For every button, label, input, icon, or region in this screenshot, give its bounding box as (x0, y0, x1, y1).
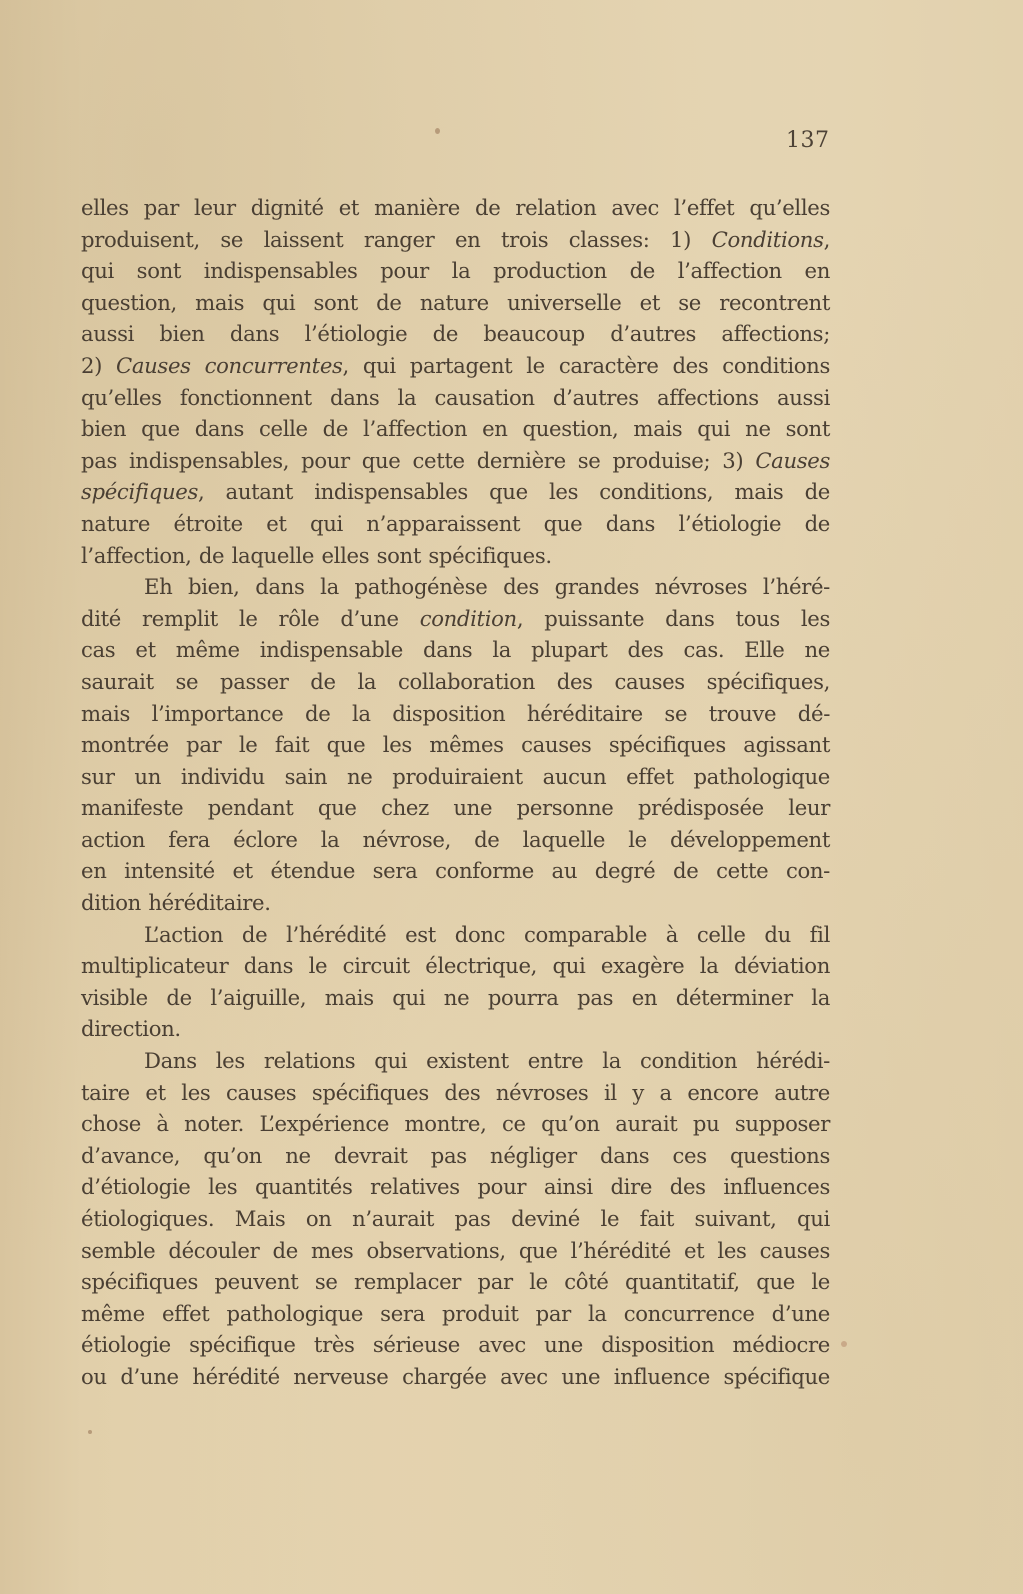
text-run: dition héréditaire. (81, 890, 271, 916)
italic-term: condition (419, 605, 517, 631)
text-run: Dans les relations qui existent entre la condition hérédi- (144, 1048, 830, 1074)
text-run: qu’elles fonctionnent dans la causation d’autres affections aussi (81, 384, 830, 410)
text-run: sur un individu sain ne produiraient aucun effet pathologique (81, 763, 830, 789)
text-run: étiologiques. Mais on n’aurait pas deviné le fait suivant, qui (81, 1206, 830, 1231)
text-run: visible de l’aiguille, mais qui ne pourra pas en déterminer la (81, 984, 830, 1010)
text-line (81, 382, 830, 414)
text-line (81, 855, 830, 887)
text-run: 2) (81, 352, 116, 378)
text-line (81, 192, 830, 224)
text-line (81, 476, 830, 508)
text-line (81, 287, 830, 319)
text-run: dité remplit le rôle d’une (81, 605, 420, 631)
text-run: semble découler de mes observations, que l’hérédité et les causes (81, 1237, 830, 1263)
text-run: en intensité et étendue sera conforme au degré de cette con- (81, 858, 830, 884)
text-run: Eh bien, dans la pathogénèse des grandes névroses l’héré- (144, 574, 830, 600)
text-run: aussi bien dans l’étiologie de beaucoup d’autres affections; (81, 321, 830, 347)
text-run: action fera éclore la névrose, de laquelle le développement (81, 826, 830, 852)
text-run: question, mais qui sont de nature universelle et se recontrent (81, 289, 830, 315)
text-run: , puissante dans tous les (516, 605, 830, 631)
text-line (81, 950, 830, 982)
text-line (81, 445, 830, 477)
text-run: même effet pathologique sera produit par la concurrence d’une (81, 1300, 830, 1326)
text-run: d’avance, qu’on ne devrait pas négliger dans ces questions (81, 1142, 830, 1168)
text-run: spécifiques peuvent se remplacer par le côté quantitatif, que le (81, 1269, 830, 1295)
text-line (81, 1235, 830, 1267)
text-line (81, 792, 830, 824)
text-line (81, 887, 830, 919)
text-line (81, 698, 830, 730)
italic-term: spécifiques (81, 479, 199, 505)
text-line (81, 982, 830, 1014)
text-line (81, 666, 830, 698)
text-run: d’étiologie les quantités relatives pour ainsi dire des influences (81, 1174, 830, 1200)
italic-term: Causes (755, 447, 830, 473)
text-run: manifeste pendant que chez une personne prédisposée leur (81, 795, 830, 821)
text-line (81, 761, 830, 793)
text-line (81, 318, 830, 350)
ink-speck (841, 1341, 847, 1347)
text-run: pas indispensables, pour que cette dernière se produise; 3) (81, 447, 756, 473)
text-line (81, 1298, 830, 1330)
text-run: montrée par le fait que les mêmes causes spécifiques agissant (81, 732, 830, 758)
text-line (81, 1140, 830, 1172)
text-line (81, 634, 830, 666)
text-run: ou d’une hérédité nerveuse chargée avec une influence spécifique (81, 1363, 830, 1389)
text-line (81, 1203, 830, 1235)
text-run: l’affection, de laquelle elles sont spécifiques. (81, 542, 552, 568)
text-line (81, 729, 830, 761)
ink-speck (435, 128, 440, 134)
text-run: multiplicateur dans le circuit électrique, qui exagère la déviation (81, 953, 830, 979)
italic-term: Causes concurrentes (115, 352, 343, 378)
text-run: taire et les causes spécifiques des névroses il y a encore autre (81, 1079, 830, 1105)
text-run: , autant indispensables que les conditions, mais de (198, 479, 830, 505)
italic-term: Conditions (711, 226, 824, 252)
ink-speck (88, 1430, 92, 1434)
text-run: , (823, 226, 830, 252)
body-text (81, 192, 830, 1393)
text-run: saurait se passer de la collaboration des causes spécifiques, (81, 668, 830, 694)
text-line (81, 508, 830, 540)
text-line (81, 603, 830, 635)
text-run: produisent, se laissent ranger en trois classes: 1) (81, 226, 712, 252)
text-line (81, 1171, 830, 1203)
paragraph-first-line (81, 1045, 830, 1077)
text-run: qui sont indispensables pour la production de l’affection en (81, 258, 830, 284)
text-run: elles par leur dignité et manière de relation avec l’effet qu’elles (81, 195, 830, 220)
text-line (81, 540, 830, 572)
text-run: nature étroite et qui n’apparaissent que dans l’étiologie de (81, 510, 830, 536)
text-run: , qui partagent le caractère des conditions (342, 352, 830, 378)
text-line (81, 1077, 830, 1109)
page-number: 137 (786, 128, 830, 153)
text-line (81, 255, 830, 287)
text-run: étiologie spécifique très sérieuse avec une disposition médiocre (81, 1332, 830, 1358)
text-line (81, 1108, 830, 1140)
text-line (81, 1329, 830, 1361)
text-run: chose à noter. L’expérience montre, ce qu’on aurait pu supposer (81, 1111, 830, 1137)
text-run: L’action de l’hérédité est donc comparable à celle du fil (144, 921, 830, 947)
text-run: mais l’importance de la disposition héréditaire se trouve dé- (81, 700, 830, 726)
text-run: direction. (81, 1016, 181, 1042)
text-line (81, 413, 830, 445)
text-line (81, 1013, 830, 1045)
text-run: cas et même indispensable dans la plupart des cas. Elle ne (81, 637, 830, 663)
paragraph-first-line (81, 571, 830, 603)
paragraph-first-line (81, 919, 830, 951)
text-run: bien que dans celle de l’affection en question, mais qui ne sont (81, 416, 830, 442)
text-line (81, 1266, 830, 1298)
text-line (81, 350, 830, 382)
text-line (81, 1361, 830, 1393)
text-line (81, 224, 830, 256)
text-line (81, 824, 830, 856)
